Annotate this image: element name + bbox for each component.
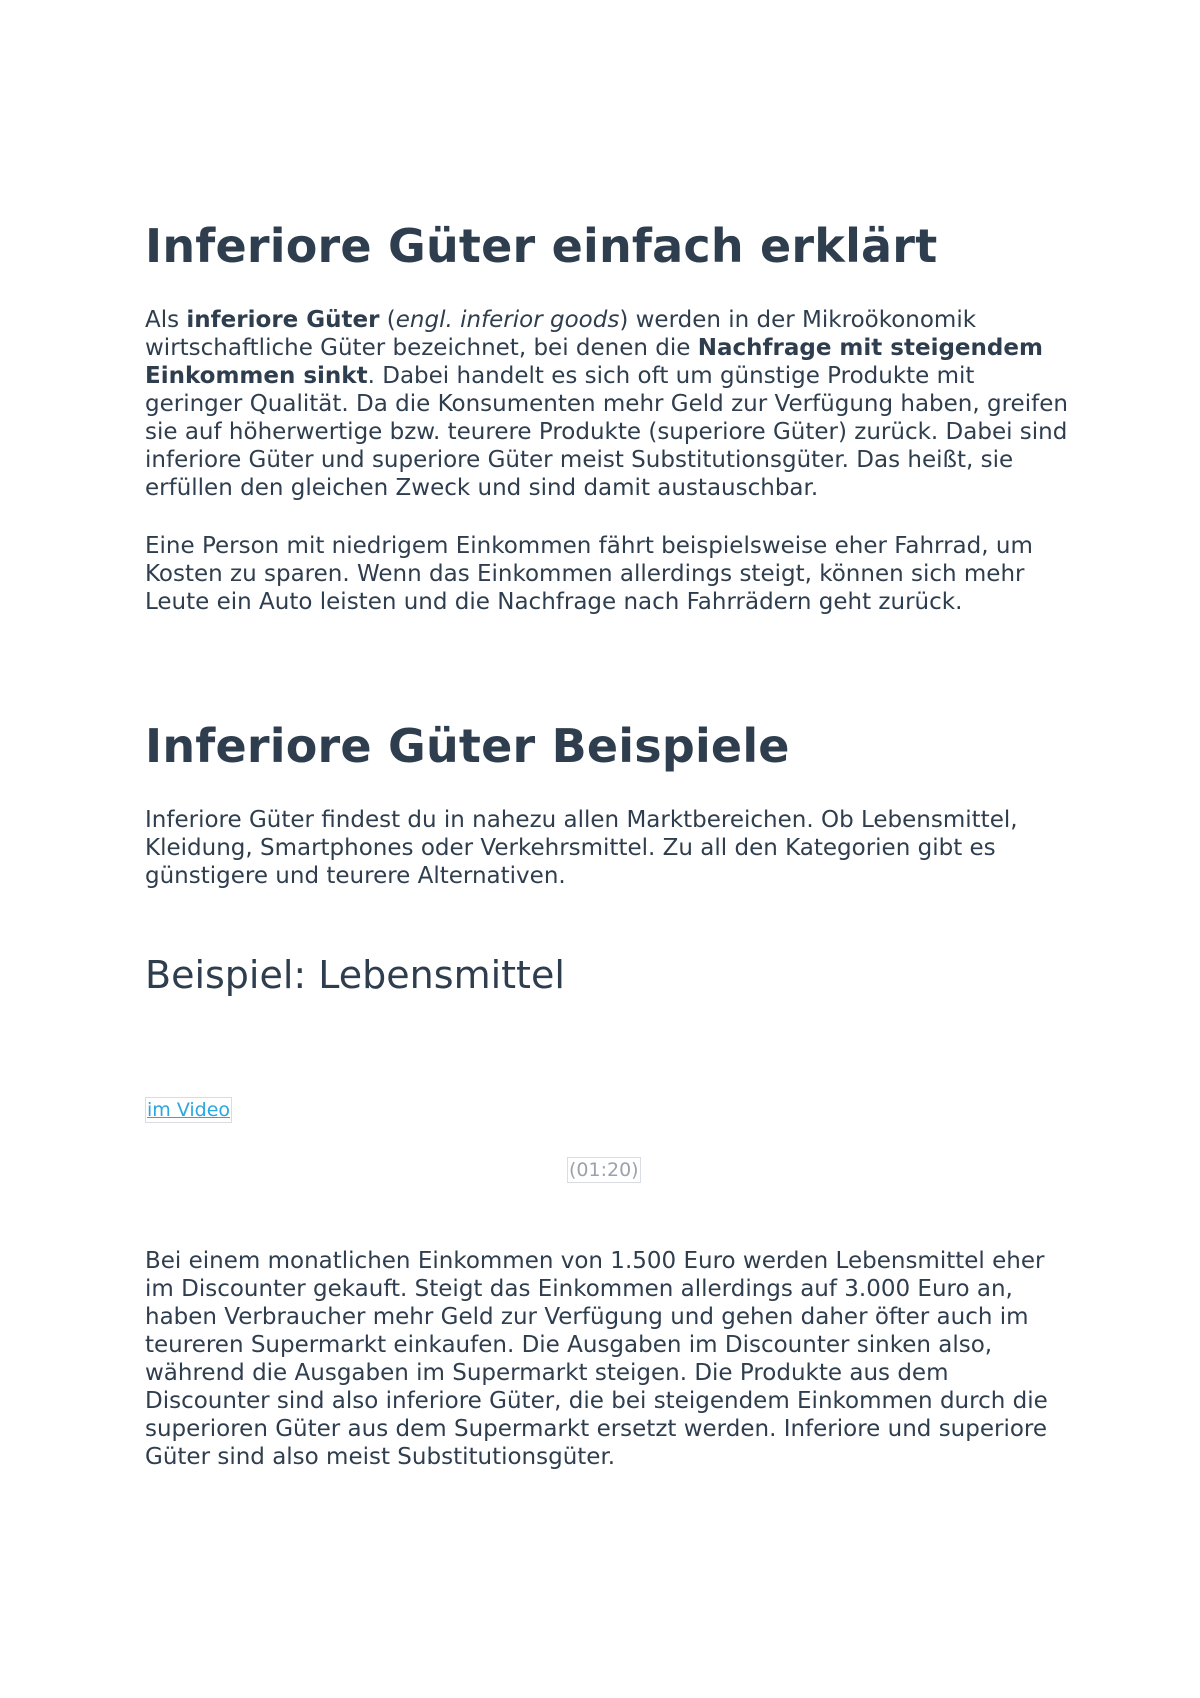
- food-example-paragraph: Bei einem monatlichen Einkommen von 1.500 Euro werden Lebensmittel eher im Discounter gekauft. Steigt das Einkommen allerdings auf 3.000 Euro an, haben Verbraucher mehr Geld zur Verfügung und gehen daher öfter auch im teureren Supermarkt einkaufen. Die Ausgaben im Discounter sinken also, während die Ausgaben im Supermarkt steigen. Die Produkte aus dem Discounter sind also inferiore Güter, die bei steigendem Einkommen durch die superioren Güter aus dem Supermarkt ersetzt werden. Inferiore und superiore Güter sind also meist Substitutionsgüter.: [145, 1248, 1048, 1470]
- examples-paragraph: Inferiore Güter findest du in nahezu allen Marktbereichen. Ob Lebensmittel, Kleidung, Smartphones oder Verkehrsmittel. Zu all den Kategorien gibt es günstigere und teurere Alternativen.: [145, 807, 1018, 889]
- video-duration: (01:20): [569, 1159, 639, 1181]
- english-term: engl. inferior goods: [395, 307, 620, 333]
- key-phrase-demand: Nachfrage mit steigendem Einkommen sinkt: [145, 335, 1043, 389]
- section-title-explained: Inferiore Güter einfach erklärt: [145, 219, 938, 273]
- intro-text-3: ) werden in der Mikroökonomik wirtschaftliche Güter bezeichnet, bei denen die: [145, 307, 977, 361]
- intro-text-2: (: [379, 307, 396, 333]
- section-title-examples: Inferiore Güter Beispiele: [145, 719, 790, 773]
- subsection-title-food: Beispiel: Lebensmittel: [145, 953, 565, 997]
- intro-text-1: Als: [145, 307, 187, 333]
- intro-paragraph: [145, 306, 1070, 502]
- video-link[interactable]: im Video: [147, 1099, 231, 1121]
- term-inferior-goods: inferiore Güter: [186, 307, 380, 333]
- intro-text-4: . Dabei handelt es sich oft um günstige Produkte mit geringer Qualität. Da die Konsumenten mehr Geld zur Verfügung haben, greifen sie auf höherwertige bzw. teurere Produkte (superiore Güter) zurück. Dabei sind inferiore Güter und superiore Güter meist Substitutionsgüter. Das heißt, sie erfüllen den gleichen Zweck und sind damit austauschbar.: [145, 363, 1068, 501]
- bicycle-example-paragraph: Eine Person mit niedrigem Einkommen fährt beispielsweise eher Fahrrad, um Kosten zu sparen. Wenn das Einkommen allerdings steigt, können sich mehr Leute ein Auto leisten und die Nachfrage nach Fahrrädern geht zurück.: [145, 533, 1033, 615]
